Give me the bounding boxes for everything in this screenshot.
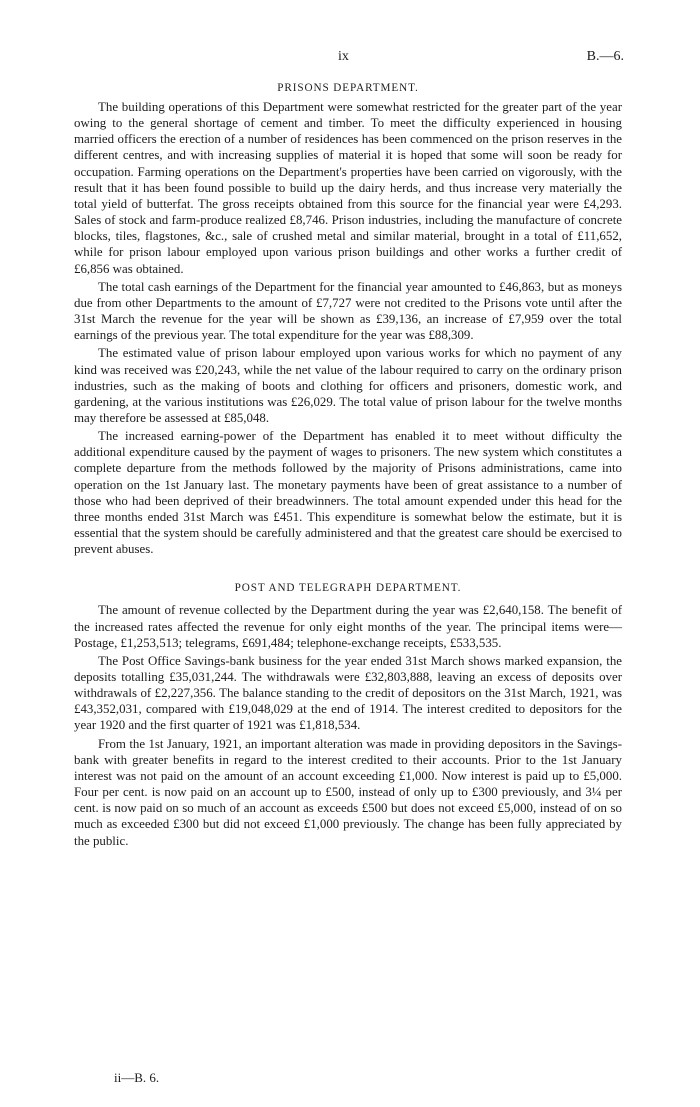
- page-body: [74, 80, 622, 851]
- paragraph: From the 1st January, 1921, an important alteration was made in providing depositors in the Savings-bank with greater benefits in regard to the interest credited to their accounts. Prior to the 1st January interest was not paid on the amount of an account exceeding £1,000. Now interest is paid up to £5,000. Four per cent. is now paid on an account up to £500, instead of only up to £300 previously, and 3¼ per cent. is now paid on so much of an account as exceeds £500 but does not exceed £5,000, instead of on so much as exceeded £300 but did not exceed £1,000 previously. The change has been fully appreciated by the public.: [74, 736, 622, 848]
- paragraph: The Post Office Savings-bank business for the year ended 31st March shows marked expansion, the deposits totalling £35,031,244. The withdrawals were £32,803,888, leaving an excess of deposits over withdrawals of £2,227,356. The balance standing to the credit of depositors on the 31st March, 1921, was £43,352,031, compared with £19,048,029 at the end of 1914. The interest credited to depositors for the year 1920 and the first quarter of 1921 was £1,818,534.: [74, 653, 622, 733]
- post-telegraph-department-section: [74, 580, 622, 848]
- paragraph: The total cash earnings of the Department for the financial year amounted to £46,863, but as moneys due from other Departments to the amount of £7,727 were not credited to the Prisons vote until after the 31st March the revenue for the year will be shown as £39,136, an increase of £7,959 over the total earnings of the previous year. The total expenditure for the year was £88,309.: [74, 279, 622, 343]
- section-title: POST AND TELEGRAPH DEPARTMENT.: [234, 582, 462, 595]
- signature-mark: ii—B. 6.: [114, 1070, 160, 1085]
- prisons-department-section: [74, 80, 622, 557]
- paragraph: The amount of revenue collected by the Department during the year was £2,640,158. The benefit of the increased rates affected the revenue for only eight months of the year. The principal items were—Postage, £1,253,513; telegrams, £691,484; telephone-exchange receipts, £533,535.: [74, 603, 622, 650]
- page-header: [0, 49, 700, 69]
- paragraph: The building operations of this Department were somewhat restricted for the greater part of the year owing to the general shortage of cement and timber. To meet the difficulty experienced in housing married officers the erection of a number of residences has been commenced on the prison reserves in the different centres, and with increasing supplies of material it is hoped that some will soon be ready for occupation. Farming operations on the Department's properties have been carried on vigorously, with the result that it has been found possible to build up the dairy herds, and thus increase very materially the total yield of butterfat. The gross receipts obtained from this source for the financial year were £4,293. Sales of stock and farm-produce realized £8,746. Prison industries, including the manufacture of concrete blocks, tiles, flagstones, &c., sale of crushed metal and similar material, brought in a total of £11,652, while for prison labour employed upon various prison buildings and other works a further credit of £6,856 was obtained.: [74, 100, 622, 276]
- paragraph: The increased earning-power of the Department has enabled it to meet without difficulty the additional expenditure caused by the payment of wages to prisoners. The new system which constitutes a complete departure from the methods followed by the majority of Prisons administrations, came into operation on the 1st January last. The monetary payments have been of great assistance to a number of those who had been deprived of their breadwinners. The total amount expended under this head for the three months ended 31st March was £451. This expenditure is somewhat below the estimate, but it is essential that the system should be carefully administered and that the greatest care should be exercised to prevent abuses.: [74, 429, 622, 557]
- section-title: PRISONS DEPARTMENT.: [277, 82, 419, 94]
- series-reference: B.—6.: [586, 49, 624, 64]
- page-number: ix: [338, 49, 349, 64]
- paragraph: The estimated value of prison labour employed upon various works for which no payment of any kind was received was £20,243, while the net value of the labour required to carry on the ordinary prison industries, such as the making of boots and clothing for officers and prisoners, domestic work, and gardening, at the various institutions was £26,029. The total value of prison labour for the twelve months may therefore be assessed at £85,048.: [74, 346, 622, 425]
